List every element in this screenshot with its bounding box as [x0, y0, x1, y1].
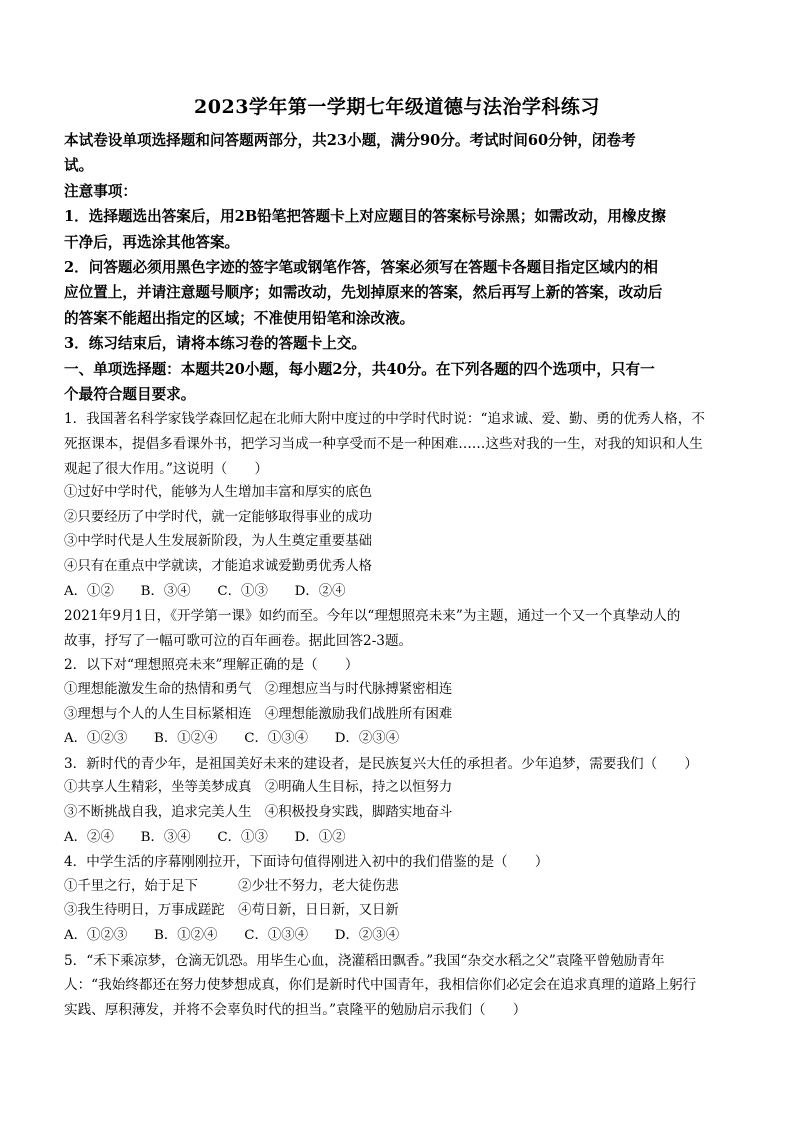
statement-item: ③理想与个人的人生目标紧相连 ④理想能激励我们战胜所有困难: [64, 706, 453, 722]
question-stem: 实践、厚积薄发，并将不会辜负时代的担当。”袁隆平的勉励启示我们（ ）: [64, 1001, 527, 1018]
notice-line: 应位置上，并请注意题号顺序；如需改动，先划掉原来的答案，然后再写上新的答案，改动后: [64, 284, 663, 302]
statement-item: ②只要经历了中学时代，就一定能够取得事业的成功: [64, 509, 372, 525]
reading-material: 故事，抒写了一幅可歌可泣的百年画卷。据此回答2-3题。: [64, 632, 413, 649]
question-2: [64, 653, 732, 751]
statement-item: ③中学时代是人生发展新阶段，为人生奠定重要基础: [64, 534, 372, 550]
answer-choices: A．①②③ B．①②④ C．①③④ D．②③④: [64, 731, 400, 747]
statement-item: ①千里之行，始于足下 ②少壮不努力，老大徒伤悲: [64, 878, 399, 894]
answer-choices: A．①②③ B．①②④ C．①③④ D．②③④: [64, 927, 400, 943]
notice-heading: 注意事项：: [64, 182, 137, 200]
intro-line: 试。: [64, 157, 94, 175]
notice-line: 3．练习结束后，请将本练习卷的答题卡上交。: [64, 335, 367, 353]
statement-item: ③我生待明日，万事成蹉跎 ④苟日新，日日新，又日新: [64, 903, 399, 919]
notice-line: 1．选择题选出答案后，用2B铅笔把答题卡上对应题目的答案标号涂黑；如需改动，用橡皮擦: [64, 208, 666, 226]
question-stem: 观起了很大作用。”这说明（ ）: [64, 460, 269, 477]
exam-content: [64, 128, 732, 1022]
statement-item: ①过好中学时代，能够为人生增加丰富和厚实的底色: [64, 485, 372, 501]
statement-item: ④只有在重点中学就读，才能追求诚爱勤勇优秀人格: [64, 559, 372, 575]
statement-item: ①共享人生精彩，坐等美梦成真 ②明确人生目标，持之以恒努力: [64, 780, 453, 796]
answer-choices: A．①② B．③④ C．①③ D．②④: [64, 583, 346, 599]
statement-item: ③不断挑战自我，追求完美人生 ④积极投身实践，脚踏实地奋斗: [64, 804, 453, 820]
question-stem: 2．以下对“理想照亮未来”理解正确的是（ ）: [64, 657, 359, 674]
answer-choices: A．②④ B．③④ C．①③ D．①②: [64, 829, 346, 845]
question-stem: 1．我国著名科学家钱学森回忆起在北师大附中度过的中学时代时说：“追求诚、爱、勤、勇的优秀人格，不: [64, 411, 705, 428]
question-1: [64, 407, 732, 604]
section-heading: 个最符合题目要求。: [64, 386, 196, 404]
question-stem: 4．中学生活的序幕刚刚拉开，下面诗句值得刚进入初中的我们借鉴的是（ ）: [64, 854, 549, 871]
page-title: 2023学年第一学期七年级道德与法治学科练习: [194, 96, 600, 118]
notice-line: 2．问答题必须用黑色字迹的签字笔或钢笔作答，答案必须写在答题卡各题目指定区域内的相: [64, 259, 658, 277]
question-stem: 人：“我始终都还在努力使梦想成真，你们是新时代中国青年，我相信你们必定会在追求真理的道路上躬行: [64, 977, 697, 994]
question-4: [64, 850, 732, 948]
question-stem: 3．新时代的青少年，是祖国美好未来的建设者，是民族复兴大任的承担者。少年追梦，需要我们（ ）: [64, 755, 698, 772]
question-stem: 死抠课本，提倡多看课外书，把学习当成一种享受而不是一种困难……这些对我的一生，对我的知识和人生: [64, 436, 703, 453]
question-stem: 5．“禾下乘凉梦，仓滴无饥恐。用毕生心血，浇灌稻田飘香。”我国“杂交水稻之父”袁隆平曾勉励青年: [64, 952, 665, 969]
question-3: [64, 752, 732, 850]
reading-material: 2021年9月1日，《开学第一课》如约而至。今年以“理想照亮未来”为主题，通过一个又一个真挚动人的: [64, 608, 681, 625]
notice-line: 的答案不能超出指定的区域；不准使用铅笔和涂改液。: [64, 309, 415, 327]
statement-item: ①理想能激发生命的热情和勇气 ②理想应当与时代脉搏紧密相连: [64, 682, 453, 697]
question-5: [64, 949, 732, 1023]
intro-line: 本试卷设单项选择题和问答题两部分，共23小题，满分90分。考试时间60分钟，闭卷考: [64, 132, 636, 149]
section-heading: 一、单项选择题：本题共20小题，每小题2分，共40分。在下列各题的四个选项中，只有一: [64, 360, 655, 378]
notice-line: 干净后，再选涂其他答案。: [64, 233, 240, 251]
